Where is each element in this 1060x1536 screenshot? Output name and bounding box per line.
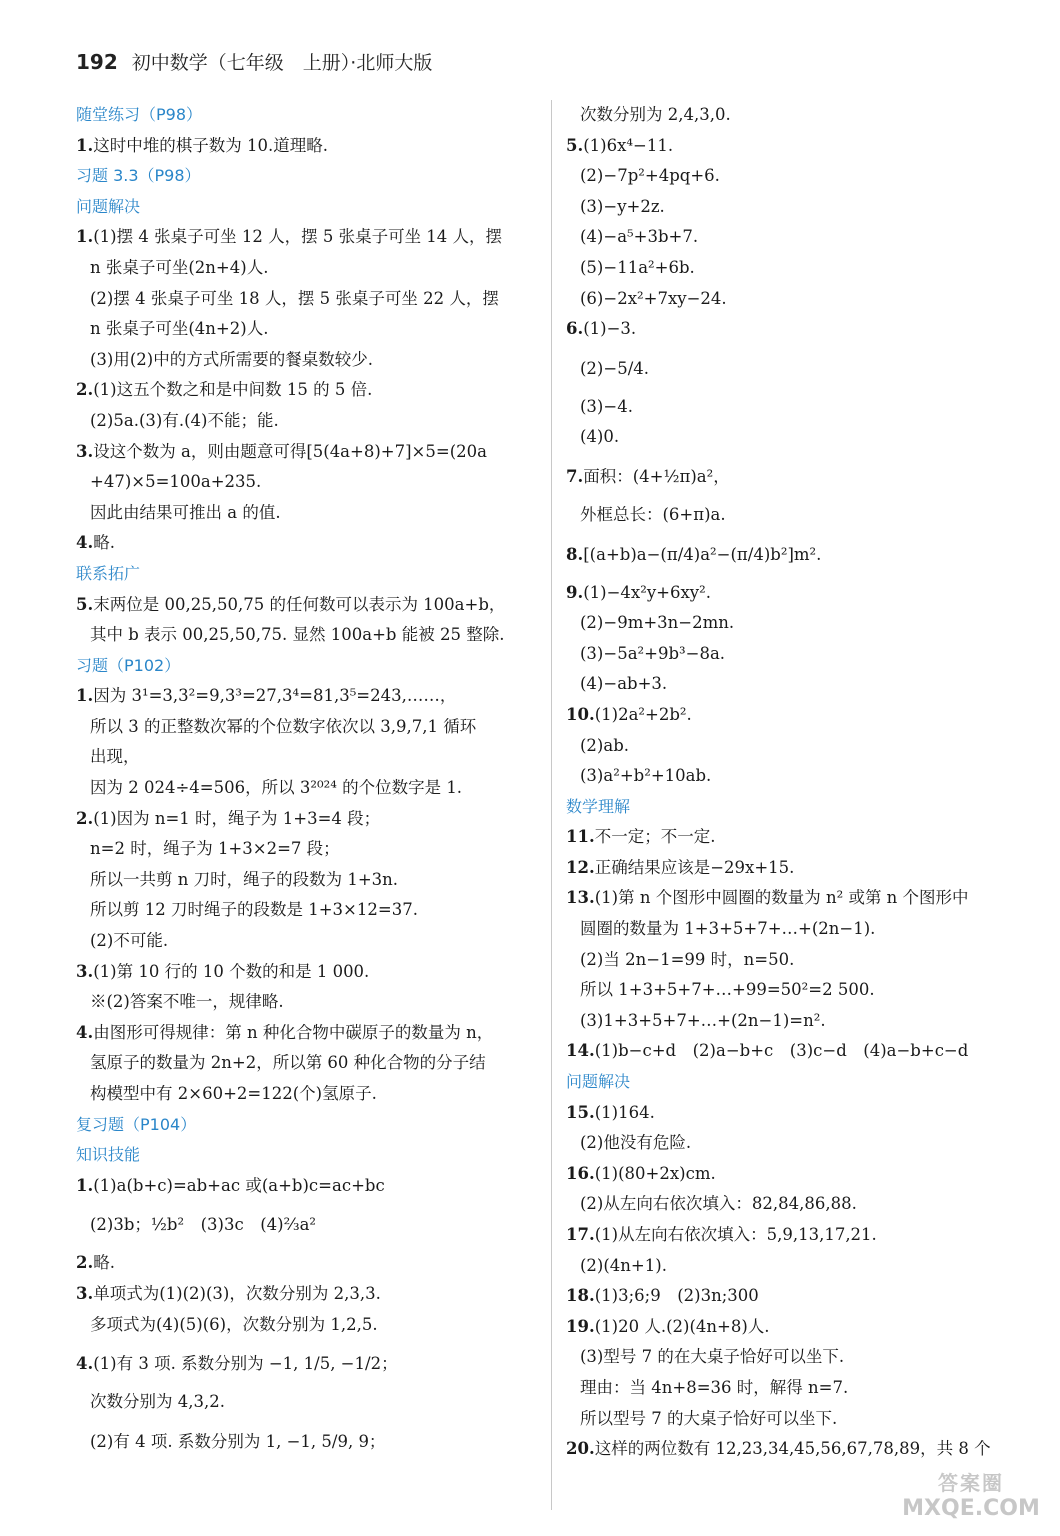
answer-line [76, 1279, 536, 1310]
answer-text: 次数分别为 4,3,2. [90, 1392, 225, 1412]
answer-line [76, 222, 536, 253]
answer-line [76, 498, 536, 529]
answer-text: (2)当 2n−1=99 时，n=50. [580, 949, 795, 969]
answer-line [76, 437, 536, 468]
answer-line [566, 1312, 1036, 1343]
answer-line [566, 284, 1036, 315]
answer-line [76, 345, 536, 376]
answer-text: 这样的两位数有 12,23,34,45,56,67,78,89，共 8 个 [594, 1439, 991, 1459]
section-title: 随堂练习（P98） [76, 105, 203, 124]
answer-line [566, 975, 1036, 1006]
page-header [76, 48, 432, 75]
section-heading [76, 1140, 536, 1171]
question-number: 4. [76, 1354, 94, 1374]
answer-line [566, 100, 1036, 131]
answer-text: 氢原子的数量为 2n+2，所以第 60 种化合物的分子结 [90, 1053, 486, 1073]
answer-text: (3)−4. [580, 396, 633, 416]
answer-line [76, 1387, 536, 1418]
answer-line [566, 531, 1036, 578]
answer-text: (2)从左向右依次填入：82,84,86,88. [580, 1194, 857, 1214]
answer-text: (1)这五个数之和是中间数 15 的 5 倍. [93, 380, 373, 400]
question-number: 14. [566, 1041, 595, 1061]
answer-line [76, 926, 536, 957]
answer-line [76, 284, 536, 315]
answer-text: (2)−9m+3n−2mn. [580, 613, 735, 633]
answer-text: 面积：(4+½π)a²， [583, 466, 730, 486]
answer-text: 正确结果应该是−29x+15. [594, 857, 795, 877]
answer-text: (1)a(b+c)=ab+ac 或(a+b)c=ac+bc [93, 1175, 385, 1195]
answer-line [566, 1220, 1036, 1251]
section-title: 问题解决 [76, 196, 141, 216]
section-heading [76, 100, 536, 131]
section-heading [76, 192, 536, 223]
answer-line [566, 883, 1036, 914]
answer-line [566, 422, 1036, 453]
question-number: 2. [76, 808, 94, 828]
answer-line [566, 822, 1036, 853]
answer-line [566, 853, 1036, 884]
answer-line [76, 1018, 536, 1049]
question-number: 20. [566, 1439, 595, 1459]
answer-text: (5)−11a²+6b. [580, 257, 695, 277]
answer-text: (1)2a²+2b². [594, 704, 692, 724]
answer-text: (1)因为 n=1 时，绳子为 1+3=4 段； [93, 808, 381, 828]
section-heading [76, 651, 536, 682]
watermark-text: 答案圈 [938, 1471, 1004, 1495]
section-heading [76, 161, 536, 192]
answer-text: 这时中堆的棋子数为 10.道理略. [93, 135, 328, 155]
answer-text: (2)3b；½b² (3)3c (4)⅔a² [90, 1215, 317, 1235]
question-number: 5. [566, 135, 584, 155]
answer-line [566, 731, 1036, 762]
answer-text: (4)−a⁵+3b+7. [580, 227, 699, 247]
question-number: 11. [566, 827, 595, 847]
answer-text: (1)摆 4 张桌子可坐 12 人，摆 5 张桌子可坐 14 人，摆 [93, 227, 503, 247]
answer-line [566, 131, 1036, 162]
answer-line [76, 528, 536, 559]
answer-text: 由图形可得规律：第 n 种化合物中碳原子的数量为 n， [93, 1022, 494, 1042]
question-number: 4. [76, 1022, 94, 1042]
section-title: 问题解决 [566, 1072, 631, 1092]
answer-line [76, 834, 536, 865]
answer-line [566, 700, 1036, 731]
answer-text: (1)(80+2x)cm. [594, 1163, 716, 1183]
answer-line [76, 590, 536, 621]
question-number: 19. [566, 1316, 595, 1336]
answer-line [566, 192, 1036, 223]
section-title: 联系拓广 [76, 563, 141, 583]
answer-text: 单项式为(1)(2)(3)，次数分别为 2,3,3. [93, 1283, 381, 1303]
answer-text: (3)用(2)中的方式所需要的餐桌数较少. [90, 349, 373, 369]
section-heading [566, 1067, 1036, 1098]
answer-text: 构模型中有 2×60+2=122(个)氢原子. [90, 1084, 377, 1103]
answer-text: [(a+b)a−(π/4)a²−(π/4)b²]m². [583, 544, 822, 564]
question-number: 16. [566, 1163, 595, 1183]
answer-line [566, 161, 1036, 192]
answer-line [76, 406, 536, 437]
answer-text: (1)164. [594, 1102, 655, 1122]
answer-line [76, 131, 536, 162]
question-number: 1. [76, 227, 94, 247]
answer-text: (1)20 人.(2)(4n+8)人. [594, 1316, 770, 1336]
answer-line [566, 453, 1036, 500]
answer-line [76, 957, 536, 988]
answer-text: +47)×5=100a+235. [90, 472, 262, 492]
section-heading [566, 792, 1036, 823]
answer-line [76, 1048, 536, 1079]
answer-text: 多项式为(4)(5)(6)，次数分别为 1,2,5. [90, 1314, 378, 1334]
answer-line [76, 712, 536, 743]
answer-text: (2)他没有危险. [580, 1133, 692, 1153]
answer-text: 所以 1+3+5+7+…+99=50²=2 500. [580, 980, 875, 1000]
question-number: 1. [76, 135, 94, 155]
answer-line [566, 1189, 1036, 1220]
answer-text: 因为 3¹=3,3²=9,3³=27,3⁴=81,3⁵=243,……， [93, 686, 457, 706]
answer-text: 所以剪 12 刀时绳子的段数是 1+3×12=37. [90, 900, 418, 920]
answer-line [566, 608, 1036, 639]
answer-text: 不一定；不一定. [594, 827, 716, 847]
page-number: 192 [76, 50, 118, 74]
answer-text: 其中 b 表示 00,25,50,75. 显然 100a+b 能被 25 整除. [90, 625, 505, 645]
answer-line [76, 1171, 536, 1202]
answer-text: 因此由结果可推出 a 的值. [90, 502, 281, 522]
answer-line [76, 1201, 536, 1248]
answer-line [566, 392, 1036, 423]
answer-line [76, 1310, 536, 1341]
answer-line [566, 1373, 1036, 1404]
answer-line [76, 467, 536, 498]
answer-line [566, 1434, 1036, 1465]
answer-text: (4)−ab+3. [580, 674, 668, 694]
answer-text: (2)5a.(3)有.(4)不能；能. [90, 410, 279, 430]
question-number: 2. [76, 1253, 94, 1273]
answer-line [566, 1159, 1036, 1190]
answer-line [76, 620, 536, 651]
answer-line [566, 1006, 1036, 1037]
question-number: 1. [76, 686, 94, 706]
answer-line [76, 1079, 536, 1110]
question-number: 1. [76, 1175, 94, 1195]
question-number: 9. [566, 582, 584, 602]
question-number: 13. [566, 888, 595, 908]
column-divider [551, 100, 552, 1510]
answer-line [566, 761, 1036, 792]
book-title: 初中数学（七年级 上册）·北师大版 [131, 52, 433, 74]
question-number: 18. [566, 1286, 595, 1306]
answer-text: 设这个数为 a，则由题意可得[5(4a+8)+7]×5=(20a [93, 441, 487, 461]
answer-line [76, 865, 536, 896]
answer-line [76, 375, 536, 406]
answer-text: (1)第 n 个图形中圆圈的数量为 n² 或第 n 个图形中 [594, 888, 969, 908]
answer-line [76, 987, 536, 1018]
question-number: 15. [566, 1102, 595, 1122]
answer-text: 所以型号 7 的大桌子恰好可以坐下. [580, 1408, 838, 1428]
section-heading [76, 559, 536, 590]
right-column [566, 100, 1036, 1465]
section-heading [76, 1110, 536, 1141]
answer-text: 所以 3 的正整数次幂的个位数字依次以 3,9,7,1 循环 [90, 716, 477, 736]
answer-line [566, 222, 1036, 253]
answer-text: n 张桌子可坐(2n+4)人. [90, 257, 269, 277]
answer-text: 略. [93, 533, 115, 553]
answer-line [566, 1251, 1036, 1282]
answer-text: n=2 时，绳子为 1+3×2=7 段； [90, 839, 340, 859]
section-title: 复习题（P104） [76, 1114, 197, 1134]
answer-line [76, 773, 536, 804]
question-number: 2. [76, 380, 94, 400]
answer-text: (2)ab. [580, 735, 630, 755]
answer-text: (1)b−c+d (2)a−b+c (3)c−d (4)a−b+c−d [594, 1041, 969, 1061]
answer-text: (2)−5/4. [580, 358, 649, 378]
answer-text: 次数分别为 2,4,3,0. [580, 105, 731, 124]
answer-text: 出现， [90, 747, 140, 767]
section-title: 数学理解 [566, 796, 631, 816]
answer-text: (1)从左向右依次填入：5,9,13,17,21. [594, 1225, 877, 1244]
watermark-logo [896, 1470, 1046, 1530]
answer-text: (2)(4n+1). [580, 1255, 667, 1275]
answer-line [566, 914, 1036, 945]
answer-text: (3)−y+2z. [580, 196, 665, 216]
answer-text: 圆圈的数量为 1+3+5+7+…+(2n−1). [580, 919, 876, 939]
question-number: 8. [566, 544, 584, 564]
answer-text: (1)有 3 项. 系数分别为 −1, 1/5, −1/2； [93, 1354, 398, 1374]
answer-line [566, 314, 1036, 345]
question-number: 12. [566, 857, 595, 877]
section-title: 知识技能 [76, 1145, 141, 1165]
answer-text: (3)−5a²+9b³−8a. [580, 643, 726, 663]
question-number: 3. [76, 1283, 94, 1303]
answer-line [76, 742, 536, 773]
question-number: 4. [76, 533, 94, 553]
answer-text: (1)−3. [583, 319, 637, 339]
answer-line [566, 500, 1036, 531]
question-number: 17. [566, 1225, 595, 1244]
question-number: 3. [76, 441, 94, 461]
answer-text: 理由：当 4n+8=36 时，解得 n=7. [580, 1377, 849, 1397]
answer-text: (2)摆 4 张桌子可坐 18 人，摆 5 张桌子可坐 22 人，摆 [90, 288, 499, 308]
answer-text: (2)不可能. [90, 931, 169, 951]
answer-line [76, 253, 536, 284]
section-title: 习题 3.3（P98） [76, 166, 201, 186]
answer-line [566, 945, 1036, 976]
answer-text: (3)a²+b²+10ab. [580, 766, 712, 786]
answer-line [76, 314, 536, 345]
answer-text: (1)3;6;9 (2)3n;300 [594, 1286, 759, 1306]
answer-text: (3)型号 7 的在大桌子恰好可以坐下. [580, 1347, 845, 1367]
watermark-url: MXQE.COM [902, 1496, 1040, 1521]
answer-text: 外框总长：(6+π)a. [580, 504, 726, 524]
answer-text: 因为 2 024÷4=506，所以 3²⁰²⁴ 的个位数字是 1. [90, 778, 463, 798]
question-number: 7. [566, 466, 584, 486]
question-number: 3. [76, 961, 94, 981]
answer-line [566, 669, 1036, 700]
answer-line [76, 1340, 536, 1387]
answer-text: ※(2)答案不唯一，规律略. [90, 992, 284, 1012]
answer-line [566, 578, 1036, 609]
answer-line [566, 1098, 1036, 1129]
answer-text: (1)第 10 行的 10 个数的和是 1 000. [93, 961, 370, 981]
answer-line [76, 804, 536, 835]
answer-text: (3)1+3+5+7+…+(2n−1)=n². [580, 1010, 826, 1030]
answer-line [566, 253, 1036, 284]
answer-line [566, 639, 1036, 670]
answer-text: 末两位是 00,25,50,75 的任何数可以表示为 100a+b， [93, 594, 506, 614]
answer-text: n 张桌子可坐(4n+2)人. [90, 319, 269, 339]
left-column [76, 100, 536, 1465]
question-number: 6. [566, 319, 584, 339]
answer-line [566, 1342, 1036, 1373]
answer-line [566, 1404, 1036, 1435]
question-number: 5. [76, 594, 94, 614]
answer-line [566, 1281, 1036, 1312]
answer-text: (2)−7p²+4pq+6. [580, 166, 720, 186]
answer-text: (6)−2x²+7xy−24. [580, 288, 727, 308]
answer-line [76, 681, 536, 712]
answer-text: 所以一共剪 n 刀时，绳子的段数为 1+3n. [90, 869, 399, 889]
answer-line [76, 895, 536, 926]
answer-line [566, 345, 1036, 392]
section-title: 习题（P102） [76, 655, 181, 675]
answer-text: 略. [93, 1253, 115, 1273]
answer-text: (4)0. [580, 427, 620, 447]
answer-line [76, 1248, 536, 1279]
answer-line [566, 1128, 1036, 1159]
question-number: 10. [566, 704, 595, 724]
answer-line [566, 1036, 1036, 1067]
answer-line [76, 1418, 536, 1465]
answer-text: (1)−4x²y+6xy². [583, 582, 711, 602]
answer-text: (2)有 4 项. 系数分别为 1, −1, 5/9, 9； [90, 1431, 386, 1451]
answer-text: (1)6x⁴−11. [583, 135, 674, 155]
